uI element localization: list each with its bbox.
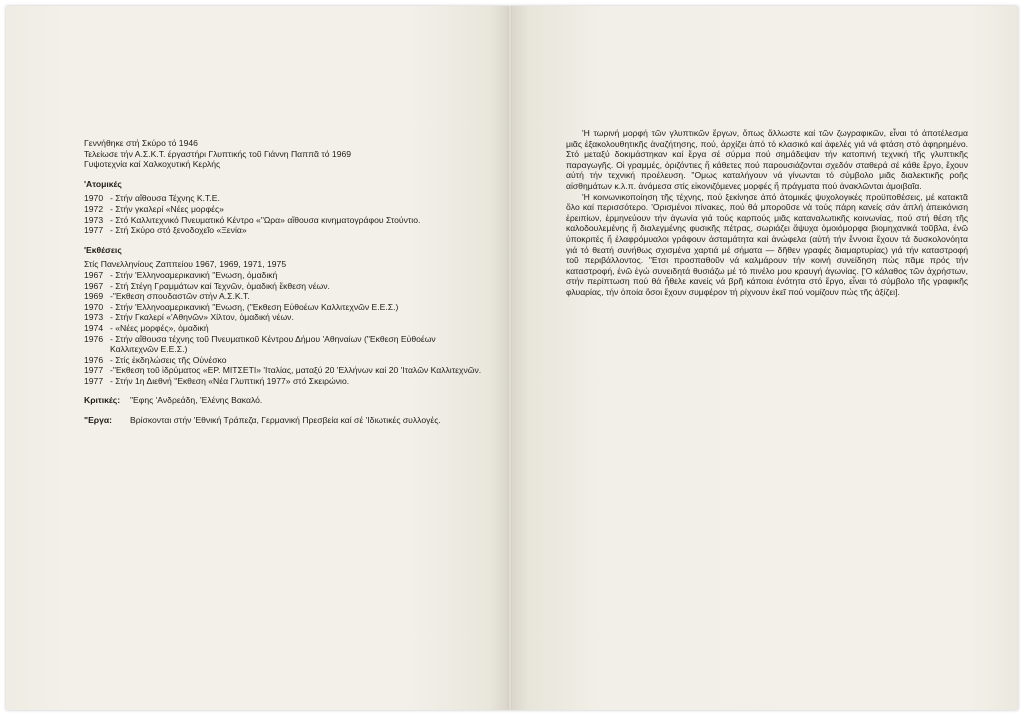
list-item bbox=[84, 215, 484, 226]
entry-year: 1976 bbox=[84, 354, 104, 365]
entry-text: - Στήν Γκαλερί «'Αθηνῶν» Χίλτον, ὁμαδική νέων. bbox=[110, 312, 294, 323]
intro-line: Γεννήθηκε στή Σκύρο τό 1946 bbox=[84, 138, 198, 148]
center-fold bbox=[508, 6, 512, 710]
statement-paragraph: 'Η κοινωνικοποίηση τῆς τέχνης, πού ξεκίνησε ἀπό ἀτομικές ψυχολογικές προϋποθέσεις, μέ κατακτᾶ ὅλο καί περισσότερο. 'Ορισμένοι πίνακες, πού θά μποροῦσε νά τούς πάρη κανείς σάν ἁπλή ἀπεικόνιση ἐρειπίων, ἑρμηνεύουν τήν ἀγωνία γιά τούς καρπούς μιᾶς καταναλωτικῆς κοινωνίας, πού στή θέση τῆς καλοδουλεμένης ἤ διαλεγμένης φυσικῆς πέτρας, σωριάζει ἄψυχα ὁμοιόμορφα βιομηχανικά τοῦβλα, ἐνῶ ὑποκριτές ἤ ἐλαφρόμυαλοι γράφουν ἀσταμάτητα καί ἀνώφελα (αὐτή τήν ἔννοια ἔχουν τά δυσκολονόητα γιά τό θεατή συνήθως σχισμένα χαρτιά μέ σήματα — δῆθεν γραφές διαμαρτυρίας) γιά τήν καταστροφή τοῦ περιβάλλοντος. "Ετσι προσπαθοῦν νά καλμάρουν τήν κοινή συνείδηση πώς πᾶμε πρός τήν καταστροφή, ἐνῶ ἐγώ συνειδητά θυσιάζω μέ τό πινέλο μου κραυγή ἀγωνίας. ['Ο κάλαθος τῶν ἀχρήστων, στήν περίπτωση πού θά ἤθελε κανείς νά βρῆ κάποια ἑνότητα στό ἔργο, εἶναι τό σύμβολο τῆς γραφικῆς φλυαρίας, τήν ὁποία ὅσοι ἔχουν συμφέρον τή ρίχνουν ἐκεῖ πού νομίζουν πώς τῆς ἀξίζει]. bbox=[566, 191, 968, 297]
list-item bbox=[84, 225, 484, 236]
entry-year: 1977 bbox=[84, 365, 104, 376]
entry-text: - Στήν γκαλερί «Νέες μορφές» bbox=[110, 203, 224, 214]
entry-year: 1970 bbox=[84, 301, 104, 312]
entry-text: - Στή Στέγη Γραμμάτων καί Τεχνῶν, ὁμαδική ἔκθεση νέων. bbox=[110, 280, 330, 291]
biography-column bbox=[84, 138, 484, 426]
entry-year: 1969 bbox=[84, 291, 104, 302]
entry-year: 1967 bbox=[84, 269, 104, 280]
entry-year: 1976 bbox=[84, 333, 104, 344]
entry-text: - Στήν 1η Διεθνή "Εκθεση «Νέα Γλυπτική 1977» στό Σκειρώνιο. bbox=[110, 375, 350, 386]
group-exhibitions-heading: 'Εκθέσεις bbox=[84, 244, 122, 255]
intro-line: Τελείωσε τήν Α.Σ.Κ.Τ. έργαστήρι Γλυπτικής τοῦ Γιάννη Παππᾶ τό 1969 bbox=[84, 148, 352, 159]
entry-text: - Στήν αἴθουσα τέχνης τοῦ Πνευματικοῦ Κέντρου Δήμου 'Αθηναίων ("Εκθεση Εὐθοέων Καλλιτεχνῶν Ε.Ε.Σ.) bbox=[110, 333, 436, 355]
list-item bbox=[84, 204, 484, 215]
list-item bbox=[84, 376, 484, 387]
solo-exhibitions-list bbox=[84, 193, 484, 235]
entry-year: 1977 bbox=[84, 375, 104, 386]
entry-text: - Στή Σκύρο στό ξενοδοχεῖο «Ξενία» bbox=[110, 225, 247, 236]
list-item bbox=[84, 270, 484, 281]
list-item bbox=[84, 334, 484, 355]
list-item bbox=[84, 291, 484, 302]
statement-paragraph: 'Η τωρινή μορφή τῶν γλυπτικῶν ἔργων, ὅπως ἄλλωστε καί τῶν ζωγραφικῶν, εἶναι τό ἀποτέλεσμα μιᾶς ἐξακολουθητικῆς ἀναζήτησης, πού, ἀρχίζει ἀπό τό κλασικό καί ἀφελές γιά νά φτάση στό ἀφηρημένο. Στό μεταξύ δοκιμάστηκαν καί ἔργα σέ σύρμα πού σημάδεψαν τήν κατοπινή τεχνική τῆς γλυπτικῆς παραγωγῆς. Οἱ γραμμές, ὁριζόντιες ἤ κάθετες πού παρουσιάζονται σχεδόν σταθερά σέ κάθε ἔργο, ἔχουν αὐτή τήν τεχνική προέλευση. "Ομως καταλήγουν νά γίνωνται τό σύμβολο μιᾶς διαλεκτικῆς ροῆς αἰσθημάτων κ.λ.π. ἀνάμεσα στίς εἰκονιζόμενες μορφές ἤ πράγματα πού ἀνακλῶνται ἀμοιβαῖα. bbox=[566, 128, 968, 191]
entry-text: - Στό Καλλιτεχνικό Πνευματικό Κέντρο «"Ωρα» αἴθουσα κινηματογράφου Στούντιο. bbox=[110, 214, 421, 225]
entry-year: 1972 bbox=[84, 203, 104, 214]
artist-statement bbox=[566, 128, 968, 298]
list-item bbox=[84, 281, 484, 292]
entry-text: - Στήν αἴθουσα Τέχνης Κ.Τ.Ε. bbox=[110, 193, 220, 204]
right-page bbox=[510, 6, 1018, 710]
entry-text: - Στήν 'Ελληνοαμερικανική "Ενωση, ὁμαδική bbox=[110, 269, 278, 280]
entry-text: -"Εκθεση τοῦ ἱδρύματος «ΕΡ. ΜΙΤΣΕΤΙ» 'Ιταλίας, ματαξύ 20 'Ελλήνων καί 20 'Ιταλῶν Καλλιτεχνῶν. bbox=[110, 365, 482, 376]
works-text: Βρίσκονται στήν 'Εθνική Τράπεζα, Γερμανική Πρεσβεία καί σέ 'Ιδιωτικές συλλογές. bbox=[130, 415, 441, 426]
entry-year: 1973 bbox=[84, 214, 104, 225]
entry-text: -"Εκθεση σπουδαστῶν στήν Α.Σ.Κ.Τ. bbox=[110, 291, 250, 302]
intro-line: Γυψοτεχνία καί Χαλκοχυτική Κερλής bbox=[84, 159, 221, 170]
group-exhibitions-intro: Στίς Πανελληνίους Ζαππείου 1967, 1969, 1971, 1975 bbox=[84, 259, 287, 270]
entry-text: - «Νέες μορφές», ὁμαδική bbox=[110, 322, 209, 333]
solo-exhibitions-heading: 'Ατομικές bbox=[84, 178, 122, 189]
entry-year: 1970 bbox=[84, 193, 104, 204]
list-item bbox=[84, 323, 484, 334]
critics-label: Κριτικές: bbox=[84, 395, 121, 406]
list-item bbox=[84, 302, 484, 313]
works-label: "Εργα: bbox=[84, 415, 113, 426]
works-row bbox=[84, 415, 484, 426]
critics-text: "Εφης 'Ανδρεάδη, 'Ελένης Βακαλό. bbox=[130, 395, 263, 406]
entry-year: 1977 bbox=[84, 225, 104, 236]
list-item bbox=[84, 312, 484, 323]
list-item bbox=[84, 355, 484, 366]
entry-text: - Στίς ἐκδηλώσεις τῆς Οὐνέσκο bbox=[110, 354, 227, 365]
entry-year: 1974 bbox=[84, 322, 104, 333]
list-item bbox=[84, 365, 484, 376]
entry-year: 1973 bbox=[84, 312, 104, 323]
critics-row bbox=[84, 395, 484, 406]
entry-year: 1967 bbox=[84, 280, 104, 291]
entry-text: - Στήν 'Ελληνοαμερικανική "Ενωση, ("Εκθεση Εὐθοέων Καλλιτεχνῶν Ε.Ε.Σ.) bbox=[110, 301, 399, 312]
list-item bbox=[84, 193, 484, 204]
group-exhibitions-list bbox=[84, 270, 484, 387]
biography-intro bbox=[84, 138, 484, 170]
